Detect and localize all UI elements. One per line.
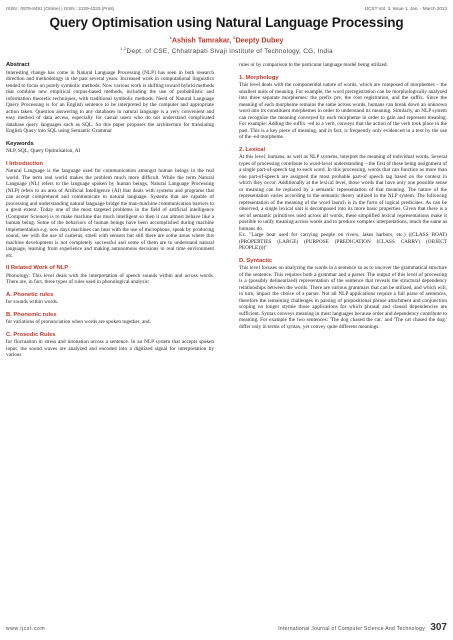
- journal-reference: IJCST Vol. 3, Issue 1, Jan. - March 2012: [364, 6, 447, 11]
- author-1-name: Ashish Tamrakar: [171, 35, 230, 45]
- phonetic-rules-section: [6, 292, 214, 306]
- left-column: [6, 62, 214, 365]
- issn-text: ISSN : 0976-8491 (Online) | ISSN : 2229-4333 (Print): [6, 6, 115, 11]
- affiliation-text: Dept. of CSE, Chhatrapati Sivaji Institute of Technology, CG, India: [126, 48, 333, 56]
- lexical-section: [239, 147, 447, 252]
- continued-text: rules or by comparison to the particular language model being utilized.: [239, 62, 388, 68]
- continued-section: [239, 62, 447, 69]
- syntactic-section: [239, 258, 447, 331]
- prosodic-rules-heading: C. Prosodic Rules: [6, 331, 56, 338]
- related-work-text: Phonology: This level deals with the interpretation of speech sounds within and across words. There are, in fact, three types of rules used in phonological analysis:: [6, 272, 214, 285]
- right-column: [239, 62, 447, 336]
- abstract-section: [6, 62, 214, 135]
- author-line: $^1$Ashish Tamrakar, $^2$Deepty Dubey: [169, 35, 284, 45]
- morphology-heading: 1. Morphology: [239, 74, 279, 81]
- keywords-section: [6, 141, 214, 155]
- morphology-section: [239, 75, 447, 141]
- phonetic-rules-text: for sounds within words.: [6, 299, 59, 305]
- abstract-heading: Abstract: [6, 62, 30, 68]
- morphology-text: This level deals with the componential nature of words, which are composed of morphemes – the smallest units of meaning. For example, the word preregistration can be morphologically analyzed into three separate morphemes: the prefix pre, the root registration, and the suffix. Since the meaning of each morpheme remains the same across words, humans can break down an unknown word into its constituent morphemes in order to understand its meaning. Similarly, an NLP system can recognize the meaning conveyed by each morpheme in order to gain and represent meaning. For example: Adding the suffix –ed to a verb, conveys that the action of the verb took place in the past. This is a key piece of meaning, and in fact, is frequently only evidenced in a text by the use of the -ed morpheme.: [239, 82, 447, 140]
- prosodic-rules-text: for fluctuation in stress and intonation across a sentence. In an NLP system that accepts spoken input, the sound waves are analyzed and encoded into a digitized signal for interpretation by various: [6, 339, 214, 358]
- related-work-section: [6, 265, 214, 286]
- syntactic-text: This level focuses on analyzing the words in a sentence so as to uncover the grammatical structure of the sentence. This requires both a grammar and a parser. The output of this level of processing is a (possibly delinearized) representation of the sentence that reveals the structural dependency relationships between the words. There are various grammars that can be utilized, and which will, in turn, impact the choice of a parser. Not all NLP applications require a full parse of sentences, therefore the remaining challenges in parsing of prepositional phrase attachment and conjunction scoping no longer stymie those applications for which phrasal and clausal dependencies are sufficient. Syntax conveys meaning in most languages because order and dependency contribute to meaning. For example the two sentences: 'The dog chased the cat.' and 'The cat chased the dog.' differ only in terms of syntax, yet convey quite different meanings.: [239, 265, 447, 330]
- author-1-marker: 1: [169, 35, 172, 40]
- introduction-text: Natural Language is the language used for communication amongst human beings in the real world. The term real world makes the problem much more difficult. While the term Natural Language (NL) refers to the language spoken by human beings, Natural Language Processing (NLP) refers to an area of Artificial Intelligence (AI) that deals with systems and programs that can accept comprehend and communicate in natural language. Systems that are capable of processing and understanding natural language bridge the man-machine communication barriers to a great extent. Today one of the most targeted problems in the field of artificial intelligence (Computer Science) is to make machine this much intelligent so then it can almost behave like a human being. Some of the behaviors of human beings have been accomplished during machine implementation e.g. now days machines can hear with the use of microphone, speak by producing sound, see with the use of cameras, smell with sensors but still there are some areas where this machine development is not completely successful and some of them are to understand natural language, learning from experience and making autonomous decisions in real time environment etc.: [6, 168, 214, 259]
- journal-name: International Journal of Computer Science And Technology: [278, 626, 425, 632]
- phonemic-rules-text: for variations of pronunciation when words are spoken together, and.: [6, 319, 151, 325]
- phonetic-rules-heading: A. Phonetic rules: [6, 291, 54, 298]
- syntactic-heading: D. Syntactic: [239, 257, 273, 264]
- affiliation-line: [0, 46, 453, 55]
- keywords-heading: Keywords: [6, 140, 34, 147]
- related-work-heading: II Related Work of NLP: [6, 265, 69, 271]
- prosodic-rules-section: [6, 332, 214, 359]
- keywords-text: NLP, SQL, Query Optimisation, AI: [6, 148, 81, 154]
- lexical-example: Ex. "Large boat used for carrying people on rivers, lakes harbors, etc.) ((CLASS BOAT) (PROPERTIES (LARGE) (PURPOSE (PREDICATION (CLASS CARRY) (OBJECT PEOPLE))))": [239, 232, 447, 251]
- introduction-heading: I Introduction: [6, 160, 44, 167]
- phonemic-rules-heading: B. Phonemic rules: [6, 311, 57, 318]
- author-2-marker: 2: [233, 35, 236, 40]
- paper-title: Query Optimisation using Natural Language Processing: [49, 15, 404, 30]
- phonemic-rules-section: [6, 312, 214, 326]
- page-number: 307: [430, 622, 447, 633]
- introduction-section: [6, 161, 214, 260]
- affiliation-marker: 1,2: [120, 46, 127, 51]
- lexical-text: At this level, humans, as well as NLP systems, interpret the meaning of individual words. Several types of processing contribute to word-level understanding – the first of these being assignment of a single part-of-speech tag to each word. In this processing, words that can function as more than one part-of-speech are assigned the most probable part-of speech tag based on the context in which they occur. Additionally at the lexical level, those words that have only one possible sense or meaning can be replaced by a semantic representation of that meaning. The nature of the representation varies according to the semantic theory utilized in the NLP system. The following representation of the meaning of the word launch is in the form of logical predicates. As can be observed, a single lexical unit is decomposed into its more basic properties. Given that there is a set of semantic primitives used across all words, these simplified lexical representations make it possible to unify meaning across words and to produce complex interpretations, much the same as humans do.: [239, 154, 447, 232]
- journal-url: www.ijcst.com: [6, 626, 46, 632]
- author-2-name: Deepty Dubey: [235, 35, 284, 45]
- lexical-heading: 2. Lexical: [239, 146, 266, 153]
- page-footer: [6, 624, 447, 636]
- abstract-text: Interesting change has come in Natural Language Processing (NLP) has seen in both research direction and methodology in the past several years. Increased work in computational linguistics tended to focus on purely symbolic methods. Now various work is shifting toward hybrid methods that combine new empirical corpus-based methods, including the use of probabilistic and information theoretic techniques, with traditional symbolic methods. Need of Natural Language Query Processing is for an English sentence to be interpreted by the computer and appropriate action taken. Question answering to any databases in natural language is a very convenient and easy method of data access, especially for casual users who do not understand complicated database query languages such as SQL. So this paper proposes the architecture for translating English Query into SQL using Semantic Grammar: [6, 69, 214, 134]
